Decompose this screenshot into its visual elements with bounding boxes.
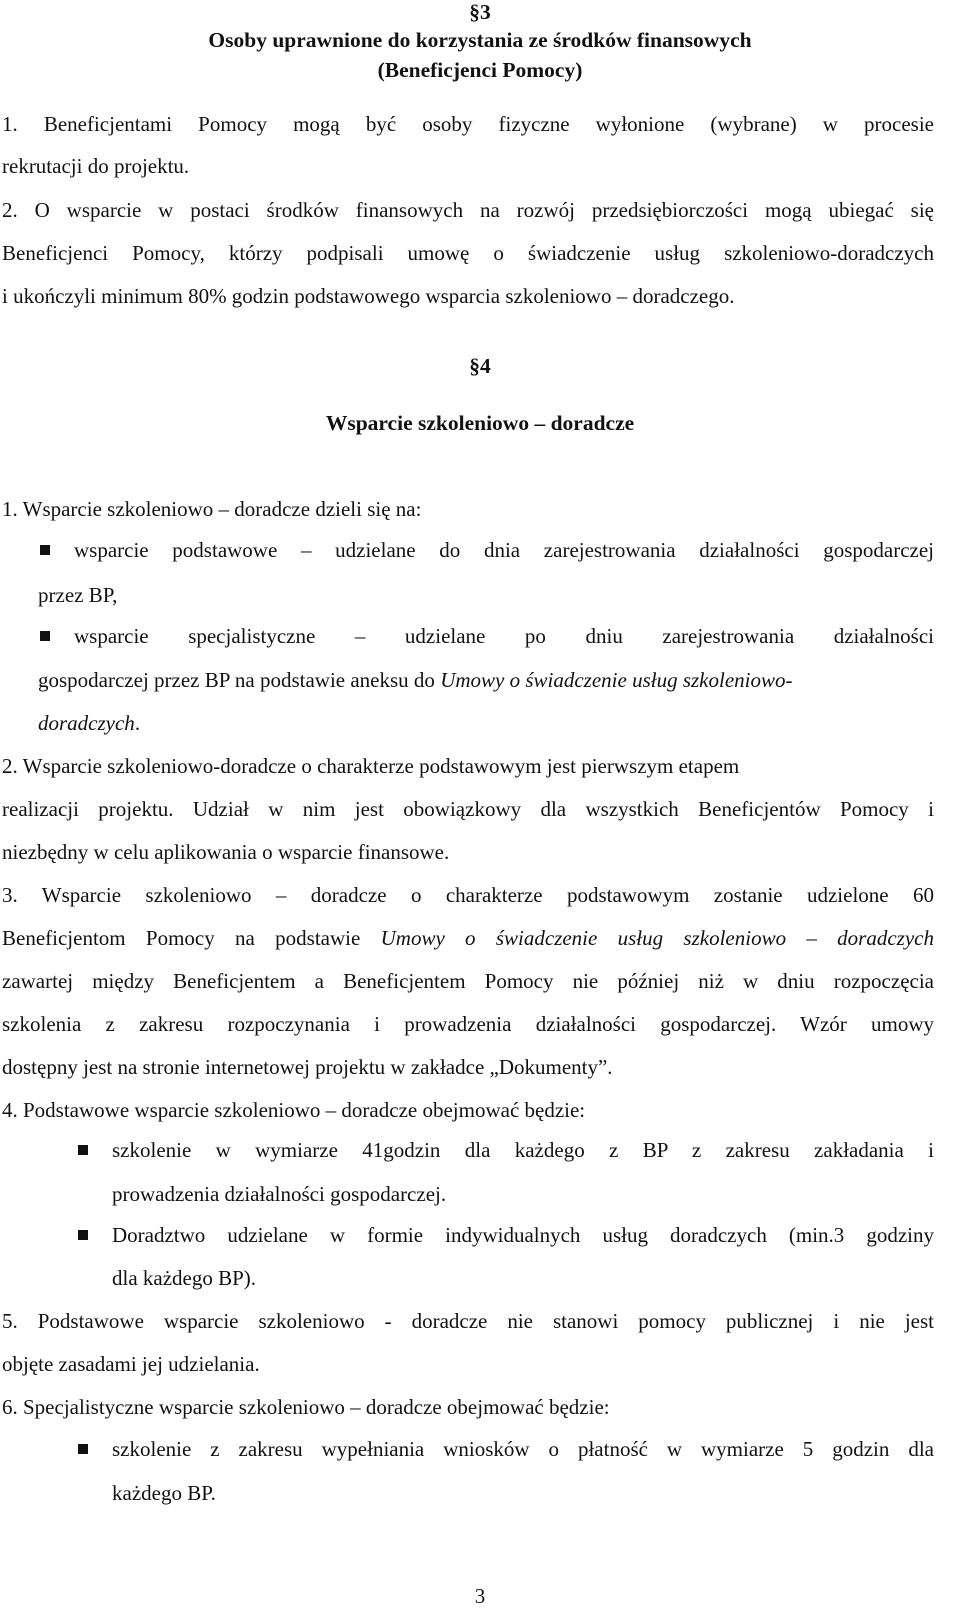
section-3-title: Osoby uprawnione do korzystania ze środków finansowych <box>208 28 752 52</box>
section-3-number: §3 <box>469 0 491 24</box>
bullet-square-icon <box>40 631 50 641</box>
section-3-subtitle: (Beneficjenci Pomocy) <box>377 58 583 82</box>
sec4-p2-line1: 2. Wsparcie szkoleniowo-doradcze o charakterze podstawowym jest pierwszym etapem <box>2 754 740 778</box>
sec4-p4-intro: 4. Podstawowe wsparcie szkoleniowo – doradcze obejmować będzie: <box>2 1098 586 1122</box>
page-number: 3 <box>474 1584 486 1608</box>
sec4-bullet1-line1: wsparcie podstawowe – udzielane do dnia zarejestrowania działalności gospodarczej <box>74 538 934 562</box>
sec4-bullet3-line2: prowadzenia działalności gospodarczej. <box>112 1182 447 1206</box>
sec3-p2-line3: i ukończyli minimum 80% godzin podstawowego wsparcia szkoleniowo – doradczego. <box>2 284 735 308</box>
sec4-p2-line3: niezbędny w celu aplikowania o wsparcie finansowe. <box>2 840 450 864</box>
sec4-p5-line2: objęte zasadami jej udzielania. <box>2 1352 260 1376</box>
sec4-bullet2-line3 <box>38 711 140 736</box>
sec4-p3-line3: zawartej między Beneficjentem a Beneficjentem Pomocy nie później niż w dniu rozpoczęcia <box>2 969 934 993</box>
section-4-number: §4 <box>469 354 491 378</box>
sec4-p5-line1: 5. Podstawowe wsparcie szkoleniowo - doradcze nie stanowi pomocy publicznej i nie jest <box>2 1309 934 1333</box>
sec3-p2-line1: 2. O wsparcie w postaci środków finansowych na rozwój przedsiębiorczości mogą ubiegać się <box>2 198 934 222</box>
sec4-p3-line5: dostępny jest na stronie internetowej projektu w zakładce „Dokumenty”. <box>2 1055 613 1079</box>
section-4-title: Wsparcie szkoleniowo – doradcze <box>325 411 635 435</box>
sec4-p3-line1: 3. Wsparcie szkoleniowo – doradcze o charakterze podstawowym zostanie udzielone 60 <box>2 883 934 907</box>
sec4-bullet2-line2-text: gospodarczej przez BP na podstawie aneksu do <box>38 668 441 692</box>
sec3-p1-line1: 1. Beneficjentami Pomocy mogą być osoby fizyczne wyłonione (wybrane) w procesie <box>2 112 934 136</box>
sec4-bullet2-line1: wsparcie specjalistyczne – udzielane po dniu zarejestrowania działalności <box>74 624 934 648</box>
sec4-bullet3-line1: szkolenie w wymiarze 41godzin dla każdego z BP z zakresu zakładania i <box>112 1138 934 1162</box>
bullet-square-icon <box>78 1230 88 1240</box>
sec4-bullet1-line2: przez BP, <box>38 583 118 607</box>
sec4-p6-intro: 6. Specjalistyczne wsparcie szkoleniowo – doradcze obejmować będzie: <box>2 1395 610 1419</box>
sec4-bullet2-period: . <box>134 711 141 735</box>
sec4-p1-intro: 1. Wsparcie szkoleniowo – doradcze dzieli się na: <box>2 497 422 521</box>
sec3-p2-line2: Beneficjenci Pomocy, którzy podpisali umowę o świadczenie usług szkoleniowo-doradczych <box>2 241 934 265</box>
bullet-square-icon <box>78 1145 88 1155</box>
sec4-p3-line2 <box>2 926 934 951</box>
sec4-bullet2-contract-title-end: doradczych <box>38 711 135 735</box>
sec4-p3-contract-title: Umowy o świadczenie usług szkoleniowo – doradczych <box>380 926 934 950</box>
sec3-p1-line2: rekrutacji do projektu. <box>2 154 190 178</box>
sec4-p3-line2-text: Beneficjentom Pomocy na podstawie <box>2 926 381 950</box>
bullet-square-icon <box>40 545 50 555</box>
sec4-bullet5-line2: każdego BP. <box>112 1481 216 1505</box>
sec4-bullet4-line2: dla każdego BP). <box>112 1266 257 1290</box>
sec4-p3-line4: szkolenia z zakresu rozpoczynania i prowadzenia działalności gospodarczej. Wzór umowy <box>2 1012 934 1036</box>
sec4-p2-line2: realizacji projektu. Udział w nim jest obowiązkowy dla wszystkich Beneficjentów Pomocy i <box>2 797 934 821</box>
sec4-bullet2-contract-title: Umowy o świadczenie usług szkoleniowo- <box>440 668 793 692</box>
sec4-bullet5-line1: szkolenie z zakresu wypełniania wniosków o płatność w wymiarze 5 godzin dla <box>112 1437 934 1461</box>
sec4-bullet4-line1: Doradztwo udzielane w formie indywidualnych usług doradczych (min.3 godziny <box>112 1223 934 1247</box>
bullet-square-icon <box>78 1444 88 1454</box>
sec4-bullet2-line2 <box>38 668 793 693</box>
